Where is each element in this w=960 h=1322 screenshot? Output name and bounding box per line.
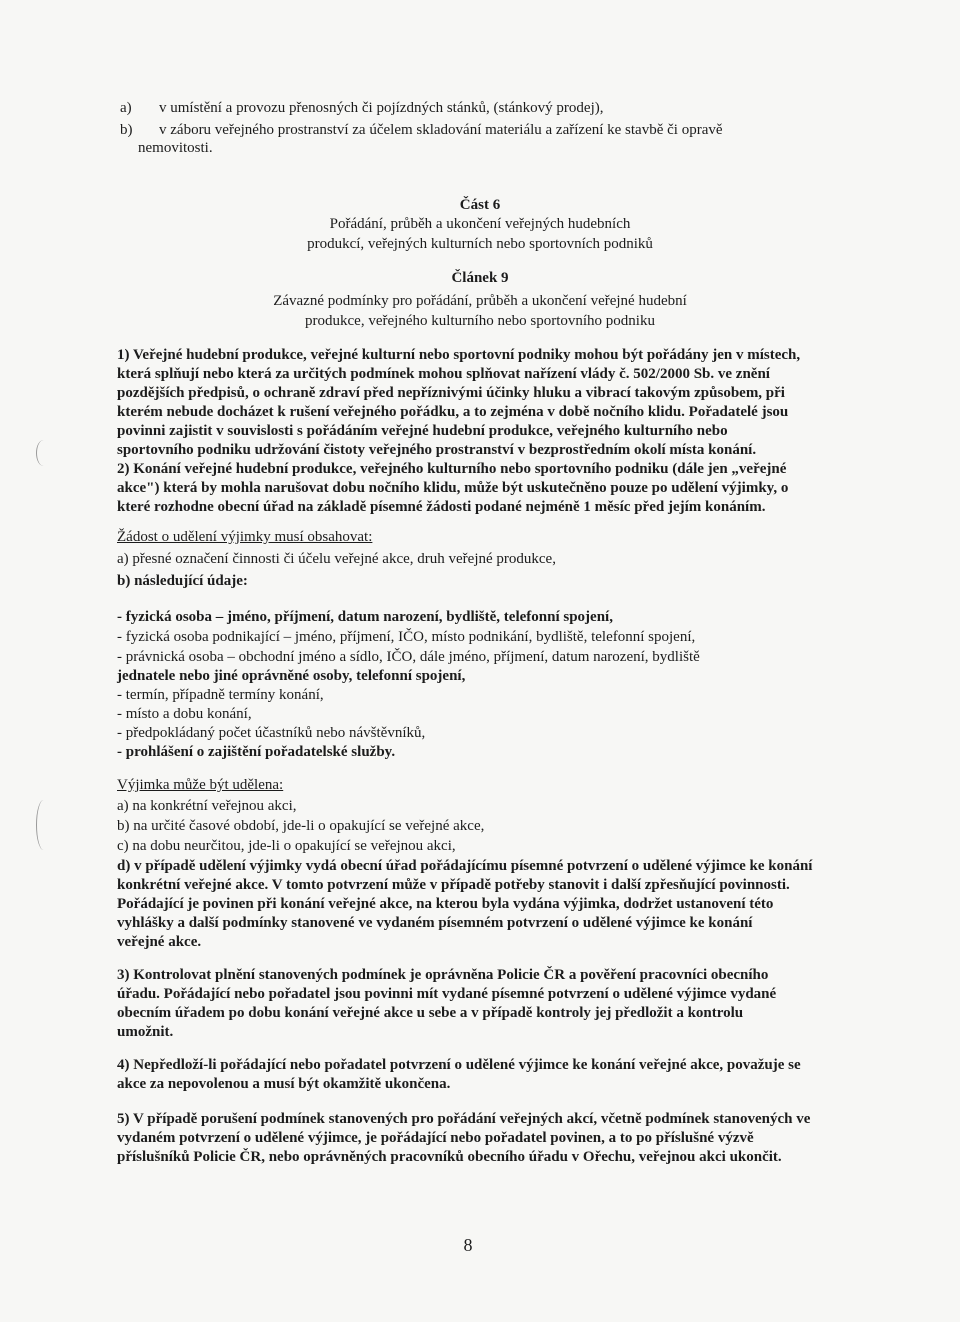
para3-line: umožnit. xyxy=(117,1024,174,1040)
request-detail: - fyzická osoba – jméno, příjmení, datum narození, bydliště, telefonní spojení, xyxy=(117,609,613,625)
exception-item-a: a) na konkrétní veřejnou akci, xyxy=(117,798,297,814)
binder-hole-mark xyxy=(36,440,51,466)
para1-line: která splňují nebo která za určitých podmínek mohou splňovat nařízení vlády č. 502/2000 Sb. ve znění xyxy=(117,366,770,382)
intro-a-text: v umístění a provozu přenosných či pojízdných stánků, (stánkový prodej), xyxy=(159,100,604,116)
request-detail: - prohlášení o zajištění pořadatelské služby. xyxy=(117,744,396,760)
para2-line: akce") která by mohla narušovat dobu nočního klidu, může být uskutečněno pouze po udělení výjimky, o xyxy=(117,480,789,496)
request-item-a: a) přesné označení činnosti či účelu veřejné akce, druh veřejné produkce, xyxy=(117,551,556,567)
para5-line: vydaném potvrzení o udělené výjimce, je pořádající nebo pořadatel povinen, a to po příslušné výzvě xyxy=(117,1130,754,1146)
exception-heading: Výjimka může být udělena: xyxy=(117,777,284,793)
request-item-b: b) následující údaje: xyxy=(117,573,248,589)
part-subtitle-line-1: Pořádání, průběh a ukončení veřejných hudebních xyxy=(329,216,631,232)
exception-item-d: Pořádající je povinen při konání veřejné akce, na kterou byla vydána výjimka, dodržet ustanovení této xyxy=(117,896,774,912)
para2-line: které rozhodne obecní úřad na základě písemné žádosti podané nejméně 1 měsíc před jejím konáním. xyxy=(117,499,766,515)
request-detail: - termín, případně termíny konání, xyxy=(117,687,324,703)
part-title: Část 6 xyxy=(459,197,501,213)
exception-item-d: konkrétní veřejné akce. V tomto potvrzení může v případě potřeby stanovit i další zpřesňující povinnosti. xyxy=(117,877,790,893)
intro-b-label: b) xyxy=(120,122,133,138)
request-detail: - místo a dobu konání, xyxy=(117,706,252,722)
request-detail: - předpokládaný počet účastníků nebo návštěvníků, xyxy=(117,725,426,741)
para1-line: 1) Veřejné hudební produkce, veřejné kulturní nebo sportovní podniky mohou být pořádány jen v místech, xyxy=(117,347,801,363)
para1-line: povinni zajistit v souvislosti s pořádáním veřejné hudební produkce, veřejného kulturního nebo xyxy=(117,423,728,439)
article-subtitle-line-2: produkce, veřejného kulturního nebo sportovního podniku xyxy=(305,313,655,329)
request-detail: - právnická osoba – obchodní jméno a sídlo, IČO, dále jméno, příjmení, datum narození, bydliště xyxy=(117,649,700,665)
para1-line: pozdějších předpisů, o ochraně zdraví před nepříznivými účinky hluku a vibrací takovým způsobem, při xyxy=(117,385,785,401)
para3-line: úřadu. Pořádající nebo pořadatel jsou povinni mít vydané písemné potvrzení o udělené výjimce vydané xyxy=(117,986,777,1002)
para3-line: 3) Kontrolovat plnění stanovených podmínek je oprávněna Policie ČR a pověření pracovníci obecního xyxy=(117,967,769,983)
page-number: 8 xyxy=(463,1235,473,1255)
para1-line: kterém nebude docházet k rušení veřejného pořádku, a to zejména v době nočního klidu. Pořadatelé jsou xyxy=(117,404,789,420)
part-subtitle-line-2: produkcí, veřejných kulturních nebo sportovních podniků xyxy=(307,236,653,252)
para2-line: 2) Konání veřejné hudební produkce, veřejného kulturního nebo sportovního podniku (dále jen „veřejné xyxy=(117,461,787,477)
article-title: Článek 9 xyxy=(451,270,509,286)
intro-a-label: a) xyxy=(120,100,132,116)
para5-line: 5) V případě porušení podmínek stanovených pro pořádání veřejných akcí, včetně podmínek stanovených ve xyxy=(117,1111,811,1127)
exception-item-d: d) v případě udělení výjimky vydá obecní úřad pořádajícímu písemné potvrzení o udělené výjimce ke konání xyxy=(117,858,813,874)
exception-item-d: veřejné akce. xyxy=(117,934,202,950)
exception-item-b: b) na určité časové období, jde-li o opakující se veřejné akce, xyxy=(117,818,485,834)
para4-line: akce za nepovolenou a musí být okamžitě ukončena. xyxy=(117,1076,451,1092)
exception-item-d: vyhlášky a další podmínky stanovené ve vydaném písemném potvrzení o udělené výjimce ke konání xyxy=(117,915,753,931)
article-subtitle-line-1: Závazné podmínky pro pořádání, průběh a ukončení veřejné hudební xyxy=(273,293,687,309)
para4-line: 4) Nepředloží-li pořádající nebo pořadatel potvrzení o udělené výjimce ke konání veřejné akce, považuje se xyxy=(117,1057,801,1073)
request-heading: Žádost o udělení výjimky musí obsahovat: xyxy=(117,529,373,545)
request-detail: jednatele nebo jiné oprávněné osoby, telefonní spojení, xyxy=(117,668,466,684)
para1-line: sportovního podniku udržování čistoty veřejného prostranství v bezprostředním okolí místa konání. xyxy=(117,442,757,458)
binder-hole-mark xyxy=(36,800,51,850)
request-detail: - fyzická osoba podnikající – jméno, příjmení, IČO, místo podnikání, bydliště, telefonní spojení, xyxy=(117,629,696,645)
intro-b-text: v záboru veřejného prostranství za účelem skladování materiálu a zařízení ke stavbě či opravě xyxy=(159,122,723,138)
exception-item-c: c) na dobu neurčitou, jde-li o opakující se veřejnou akci, xyxy=(117,838,456,854)
para3-line: obecním úřadem po dobu konání veřejné akce u sebe a v případě kontroly jej předložit a kontrolu xyxy=(117,1005,744,1021)
para5-line: příslušníků Policie ČR, nebo oprávněných pracovníků obecního úřadu v Ořechu, veřejnou akci ukončit. xyxy=(117,1149,782,1165)
intro-b-text-cont: nemovitosti. xyxy=(138,140,213,156)
